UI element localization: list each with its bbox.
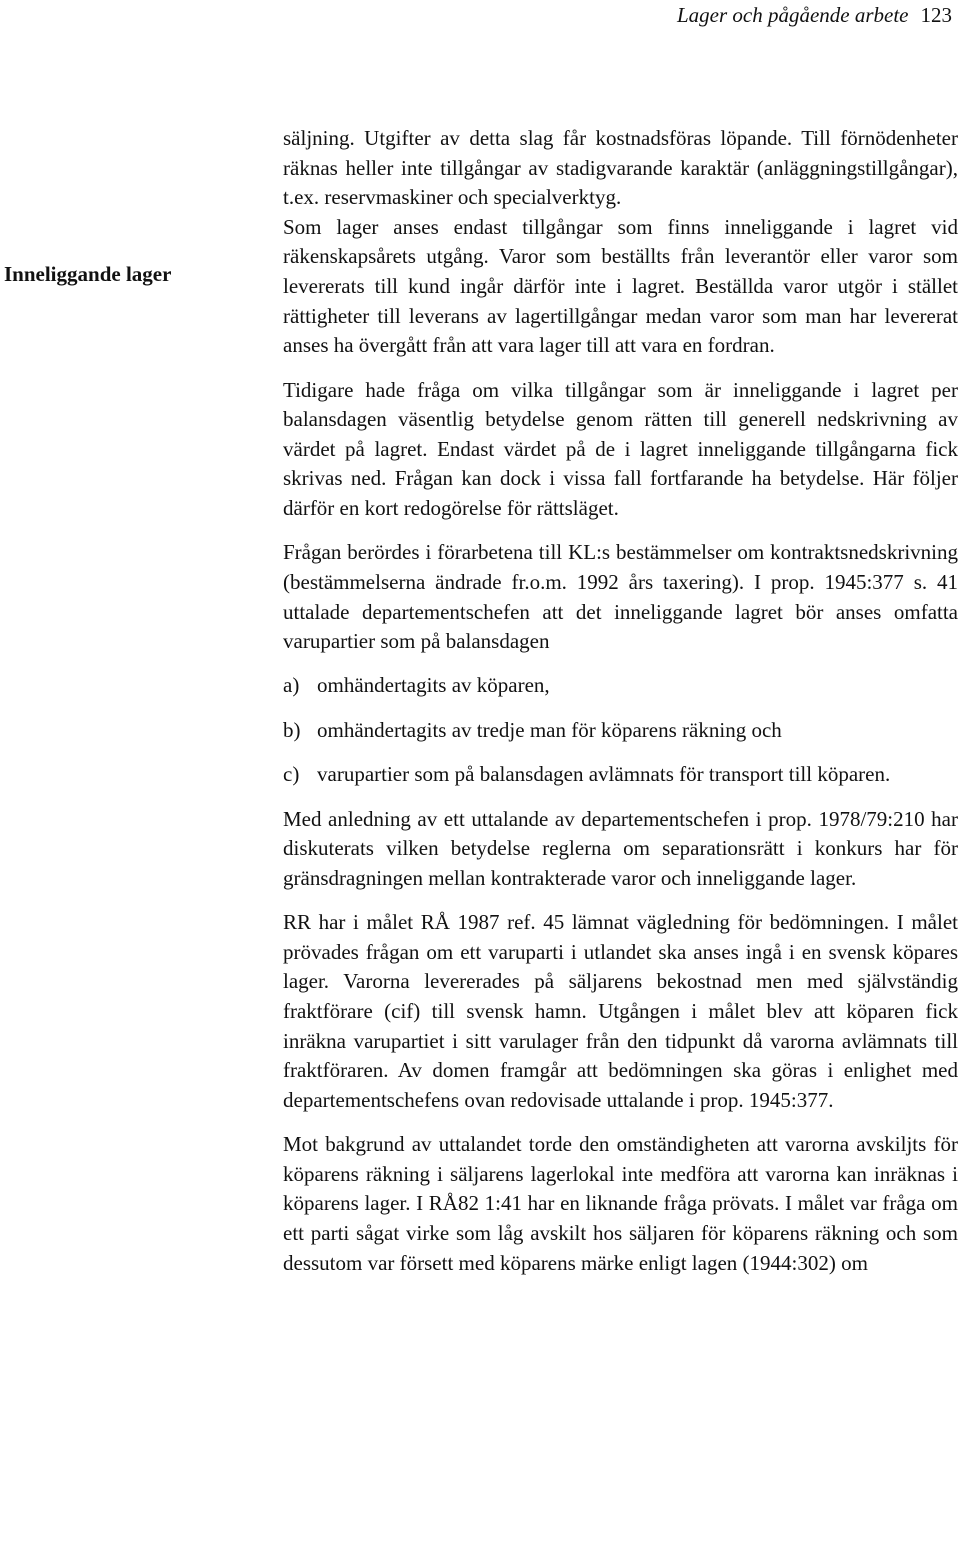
margin-heading: Inneliggande lager	[4, 262, 172, 286]
page-number: 123	[920, 3, 952, 27]
list-marker: b)	[283, 717, 301, 742]
list-item-text: varupartier som på balansdagen avlämnats för transport till köparen.	[317, 762, 891, 787]
paragraph: Med anledning av ett uttalande av departementschefen i prop. 1978/79:210 har diskuterats vilken betydelse reglerna om separationsrätt i konkurs har för gränsdragningen mellan kontrakterade varor och inneliggande lager.	[283, 806, 958, 890]
paragraph: Frågan berördes i förarbetena till KL:s bestämmelser om kontraktsnedskrivning (bestämmelserna ändrade fr.o.m. 1992 års taxering). I prop. 1945:377 s. 41 uttalade departementschefen att det inneliggande lagret bör anses omfatta varupartier som på balansdagen	[283, 540, 958, 654]
list-item-text: omhändertagits av tredje man för köparens räkning och	[317, 717, 782, 742]
paragraph-continued: säljning. Utgifter av detta slag får kostnadsföras löpande. Till förnödenheter räknas heller inte tillgångar av stadigvarande karaktär (anläggningstillgångar), t.ex. reservmaskiner och specialverktyg.	[283, 126, 958, 210]
list-item	[283, 760, 958, 790]
list-item-text: omhändertagits av köparen,	[317, 673, 550, 698]
running-head-title: Lager och pågående arbete	[676, 3, 909, 27]
paragraph: Mot bakgrund av uttalandet torde den omständigheten att varorna avskiljts för köparens räkning i säljarens lagerlokal inte medföra att varorna kan inräknas i köparens lager. I RÅ82 1:41 har en liknande fråga prövats. I målet var fråga om ett parti sågat virke som låg avskilt hos säljaren för köparens räkning och som dessutom var försett med köparens märke enligt lagen (1944:302) om	[283, 1132, 958, 1275]
paragraph: Som lager anses endast tillgångar som finns inneliggande i lagret vid räkenskapsårets utgång. Varor som beställts från leverantör eller varor som levererats till kund ingår därför inte i lagret. Beställda varor utgör i stället rättigheter till leverans av lagertillgångar medan varor som man har levererat anses ha övergått från att vara lager till att vara en fordran.	[283, 214, 958, 358]
list-item	[283, 716, 958, 746]
running-head	[677, 2, 952, 28]
list-item	[283, 671, 958, 701]
body-text	[283, 124, 958, 1278]
paragraph: RR har i målet RÅ 1987 ref. 45 lämnat vägledning för bedömningen. I målet prövades frågan om ett varuparti i utlandet ska anses ingå i en svensk köpares lager. Varorna levererades på säljarens bekostnad men med självständig fraktförare (cif) till svensk hamn. Utgången i målet blev att köparen fick inräkna varupartiet i sitt varulager från den tidpunkt då varorna avlämnats till fraktföraren. Av domen framgår att bedömningen ska göras i enlighet med departementschefens ovan redovisade uttalande i prop. 1945:377.	[283, 910, 958, 1112]
list-marker: a)	[283, 673, 300, 698]
list-marker: c)	[283, 762, 300, 787]
lettered-list	[283, 671, 958, 789]
paragraph: Tidigare hade fråga om vilka tillgångar som är inneliggande i lagret per balansdagen väsentlig betydelse genom rätten till generell nedskrivning av värdet på lagret. Endast värdet på de i lagret inneliggande tillgångarna fick skrivas ned. Frågan kan dock i vissa fall fortfarande ha betydelse. Här följer därför en kort redogörelse för rättsläget.	[283, 377, 958, 520]
